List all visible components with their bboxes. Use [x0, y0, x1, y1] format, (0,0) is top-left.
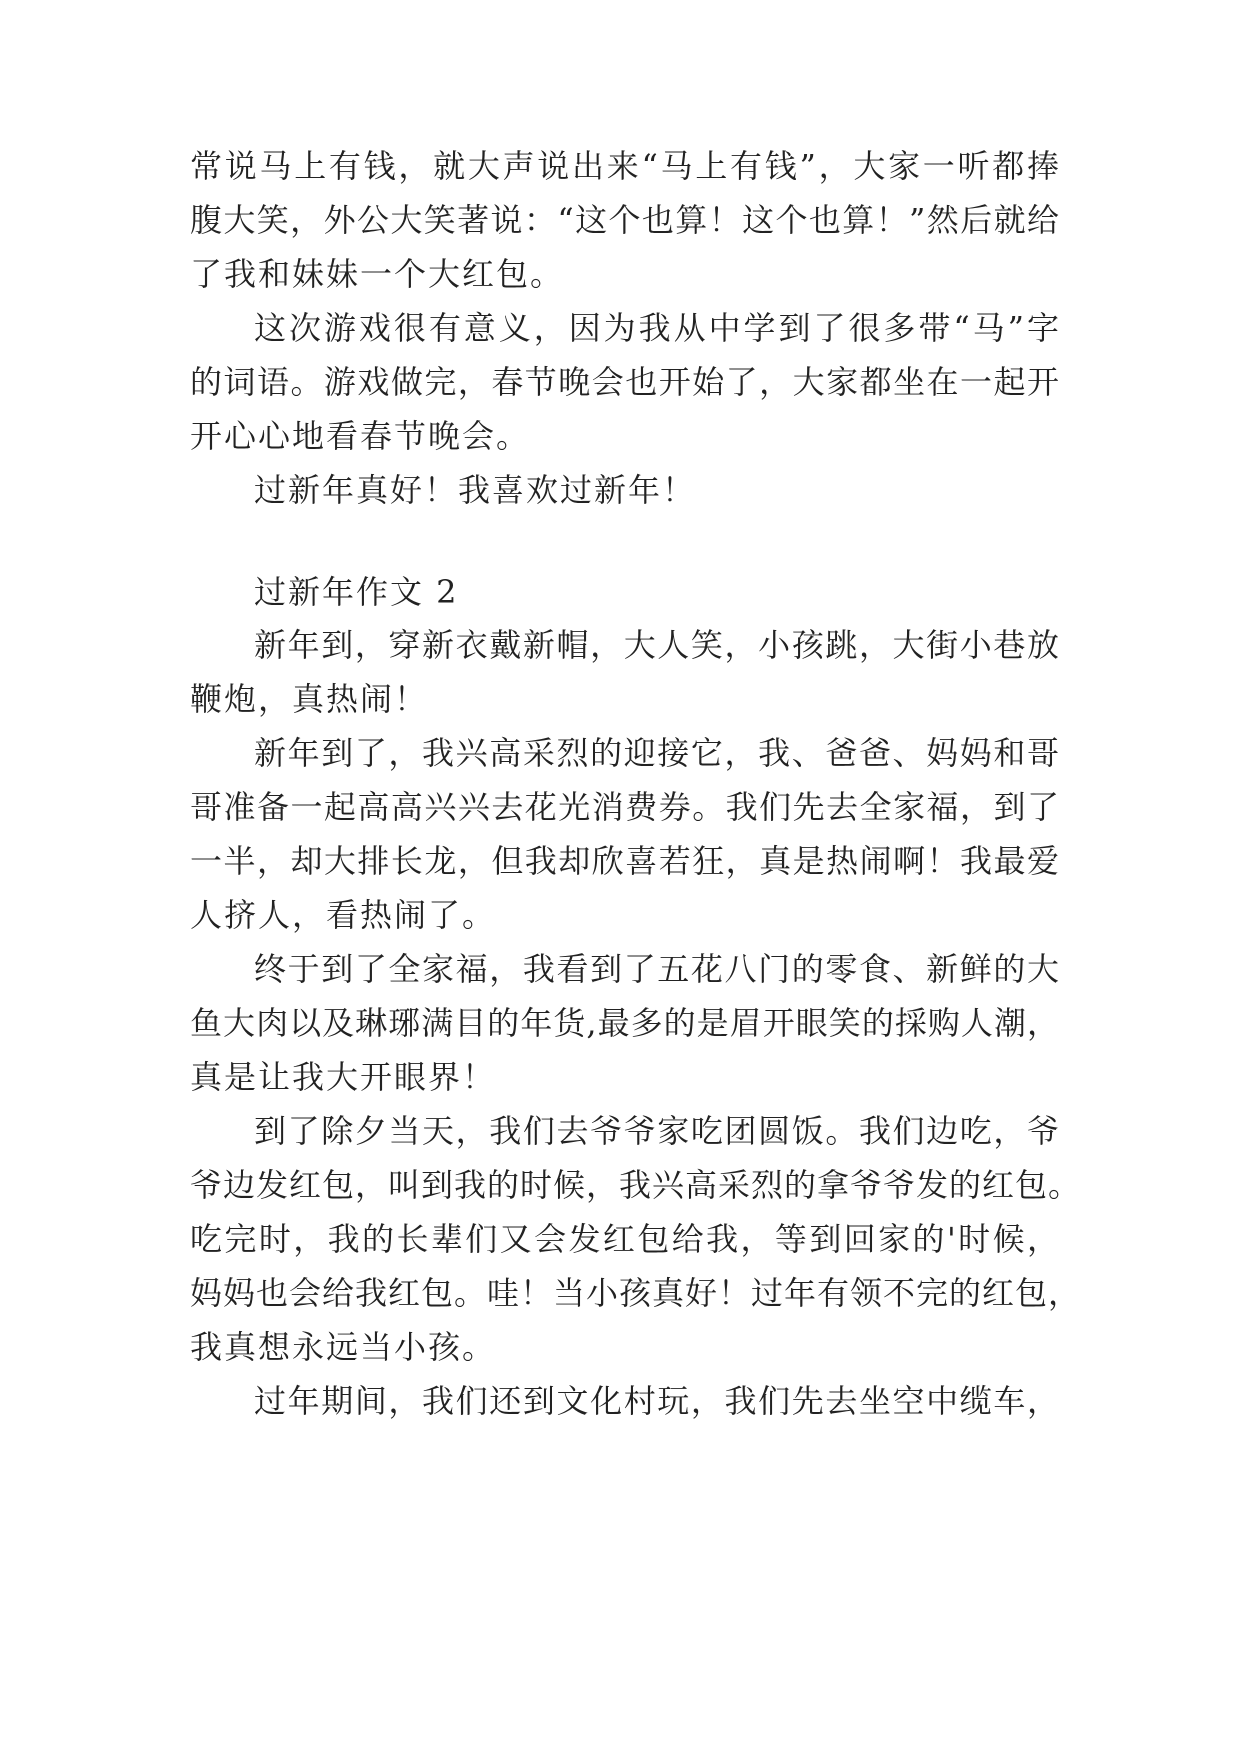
text-line: 终于到了全家福，我看到了五花八门的零食、新鲜的大	[254, 950, 1060, 988]
text-line: 了我和妹妹一个大红包。	[190, 255, 565, 293]
text-line: 人挤人，看热闹了。	[190, 896, 497, 934]
text-line: 我真想永远当小孩。	[190, 1328, 497, 1366]
text-line: 吃完时，我的长辈们又会发红包给我，等到回家的'时候，	[190, 1220, 1060, 1258]
text-line: 常说马上有钱，就大声说出来“马上有钱”，大家一听都捧	[190, 147, 1060, 185]
text-line: 哥准备一起高高兴兴去花光消费券。我们先去全家福，到了	[190, 788, 1060, 826]
text-line: 过年期间，我们还到文化村玩，我们先去坐空中缆车，	[254, 1382, 1060, 1420]
text-line: 腹大笑，外公大笑著说：“这个也算！这个也算！”然后就给	[190, 201, 1060, 239]
text-line: 爷边发红包，叫到我的时候，我兴高采烈的拿爷爷发的红包。	[190, 1166, 1082, 1204]
text-line: 鞭炮，真热闹！	[190, 680, 429, 718]
text-line: 真是让我大开眼界！	[190, 1058, 497, 1096]
text-line: 到了除夕当天，我们去爷爷家吃团圆饭。我们边吃，爷	[254, 1112, 1060, 1150]
text-line: 新年到了，我兴高采烈的迎接它，我、爸爸、妈妈和哥	[254, 734, 1060, 772]
text-line: 妈妈也会给我红包。哇！当小孩真好！过年有领不完的红包，	[190, 1274, 1082, 1312]
text-line: 过新年真好！我喜欢过新年！	[254, 471, 697, 509]
text-line: 新年到，穿新衣戴新帽，大人笑，小孩跳，大街小巷放	[254, 626, 1060, 664]
text-line: 开心心地看春节晚会。	[190, 417, 531, 455]
section-title: 过新年作文 2	[254, 573, 459, 611]
text-line: 这次游戏很有意义，因为我从中学到了很多带“马”字	[254, 309, 1060, 347]
text-line: 一半，却大排长龙，但我却欣喜若狂，真是热闹啊！我最爱	[190, 842, 1060, 880]
text-line: 的词语。游戏做完，春节晚会也开始了，大家都坐在一起开	[190, 363, 1060, 401]
text-line: 鱼大肉以及琳琊满目的年货,最多的是眉开眼笑的採购人潮，	[190, 1004, 1060, 1042]
